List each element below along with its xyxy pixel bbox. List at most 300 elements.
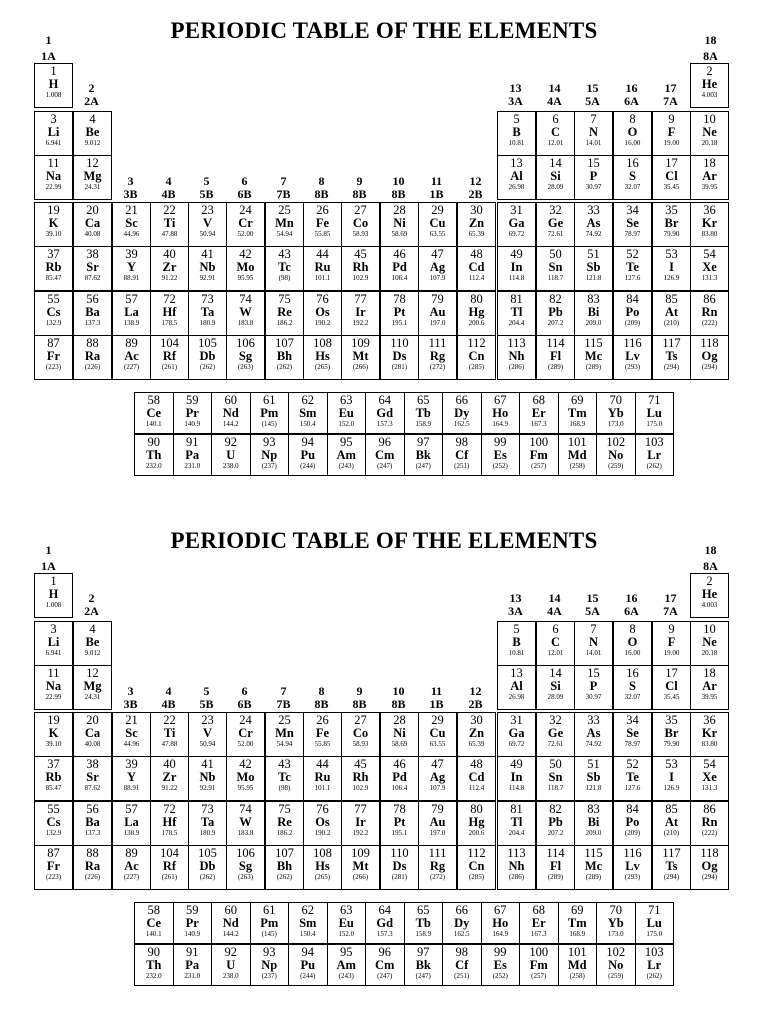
group-header-16: [613, 592, 650, 618]
atomic-mass: (266): [352, 363, 369, 371]
atomic-number: 2: [706, 64, 713, 78]
element-symbol: Pa: [185, 448, 200, 462]
element-symbol: K: [48, 726, 59, 740]
group-header-18: [692, 34, 729, 63]
group-label: 3B: [123, 697, 138, 711]
atomic-number: 7: [590, 112, 597, 126]
atomic-number: 29: [431, 713, 444, 727]
atomic-mass: (281): [391, 363, 408, 371]
atomic-number: 77: [354, 292, 367, 306]
element-cell-tl: [497, 291, 536, 336]
atomic-mass: 6.941: [45, 139, 62, 147]
element-symbol: Pu: [300, 448, 316, 462]
atomic-mass: 65.39: [468, 230, 485, 238]
atomic-mass: (247): [415, 972, 431, 980]
element-symbol: Cm: [375, 958, 395, 972]
element-cell-fr: [34, 335, 73, 380]
atomic-mass: 121.8: [585, 784, 602, 792]
element-symbol: Ar: [702, 169, 717, 183]
element-cell-fe: [303, 712, 342, 757]
atomic-number: 3: [50, 112, 57, 126]
atomic-mass: 72.61: [547, 230, 564, 238]
atomic-mass: 79.90: [663, 230, 680, 238]
atomic-mass: 197.0: [429, 319, 446, 327]
atomic-number: 12: [86, 666, 99, 680]
group-label: 6A: [624, 94, 639, 108]
atomic-number: 18: [703, 156, 716, 170]
group-label: 8B: [352, 187, 367, 201]
atomic-number: 44: [316, 757, 329, 771]
atomic-number: 87: [47, 846, 60, 860]
atomic-mass: 54.94: [276, 230, 293, 238]
element-symbol: Cn: [468, 349, 485, 363]
element-symbol: Mt: [352, 349, 369, 363]
atomic-mass: (257): [531, 972, 547, 980]
element-symbol: Tm: [567, 916, 587, 930]
atomic-number: 65: [417, 903, 430, 917]
element-cell-h: [34, 573, 73, 618]
atomic-number: 45: [354, 757, 367, 771]
atomic-number: 46: [393, 247, 406, 261]
element-symbol: C: [550, 635, 561, 649]
atomic-mass: (285): [468, 363, 485, 371]
atomic-number: 56: [86, 802, 99, 816]
group-label: 2B: [468, 187, 483, 201]
atomic-mass: 32.07: [624, 693, 641, 701]
group-number: 17: [664, 81, 677, 95]
atomic-number: 38: [86, 757, 99, 771]
element-cell-ar: [690, 665, 729, 710]
atomic-mass: 58.93: [352, 230, 369, 238]
element-cell-es: [481, 434, 521, 476]
atomic-number: 38: [86, 247, 99, 261]
element-symbol: Fe: [315, 216, 330, 230]
atomic-number: 66: [455, 903, 468, 917]
atomic-mass: 58.69: [391, 740, 408, 748]
atomic-mass: (266): [352, 873, 369, 881]
atomic-number: 115: [584, 336, 603, 350]
element-symbol: Li: [47, 635, 60, 649]
element-cell-tl: [497, 801, 536, 846]
group-number: 8: [318, 174, 325, 188]
element-symbol: Er: [531, 916, 546, 930]
element-symbol: B: [512, 635, 521, 649]
element-symbol: Sr: [86, 260, 99, 274]
atomic-mass: (145): [261, 420, 277, 428]
element-symbol: La: [124, 815, 139, 829]
group-header-1: [30, 34, 67, 63]
element-symbol: Na: [45, 679, 62, 693]
atomic-number: 48: [470, 247, 483, 261]
atomic-mass: 107.9: [429, 784, 446, 792]
element-cell-p: [574, 155, 613, 200]
atomic-mass: (262): [646, 972, 662, 980]
atomic-mass: 12.01: [547, 649, 564, 657]
element-symbol: Pm: [260, 406, 279, 420]
group-label: 3A: [508, 604, 523, 618]
atomic-number: 63: [340, 903, 353, 917]
element-cell-zn: [457, 712, 496, 757]
group-number: 16: [625, 591, 638, 605]
element-cell-v: [188, 202, 227, 247]
atomic-number: 95: [340, 435, 353, 449]
atomic-number: 67: [494, 393, 507, 407]
group-label: 8A: [703, 49, 718, 63]
element-cell-sn: [536, 246, 575, 291]
element-cell-ba: [73, 801, 112, 846]
element-symbol: Ds: [392, 859, 407, 873]
group-header-11: [418, 685, 455, 711]
atomic-mass: 74.92: [585, 740, 602, 748]
atomic-mass: 65.39: [468, 740, 485, 748]
atomic-number: 94: [301, 435, 314, 449]
element-symbol: Bk: [415, 958, 431, 972]
group-number: 16: [625, 81, 638, 95]
atomic-number: 2: [706, 574, 713, 588]
element-symbol: Pt: [393, 815, 406, 829]
element-cell-ag: [418, 756, 457, 801]
element-cell-rg: [418, 335, 457, 380]
atomic-mass: (222): [701, 319, 718, 327]
group-label: 1A: [41, 49, 56, 63]
element-symbol: Pt: [393, 305, 406, 319]
atomic-number: 51: [587, 247, 600, 261]
element-cell-pr: [173, 902, 213, 944]
element-cell-ru: [303, 756, 342, 801]
atomic-mass: 118.7: [547, 274, 564, 282]
element-cell-ti: [150, 202, 189, 247]
atomic-number: 15: [587, 156, 600, 170]
group-label: 7A: [663, 94, 678, 108]
element-cell-nb: [188, 246, 227, 291]
element-symbol: Ra: [84, 859, 101, 873]
element-cell-gd: [365, 392, 405, 434]
group-header-3: [112, 175, 149, 201]
group-header-11: [418, 175, 455, 201]
atomic-mass: 47.88: [161, 230, 178, 238]
element-symbol: P: [589, 679, 598, 693]
group-header-14: [536, 592, 573, 618]
element-symbol: O: [627, 125, 638, 139]
element-symbol: Te: [626, 260, 639, 274]
element-cell-y: [112, 246, 151, 291]
group-number: 18: [704, 543, 717, 557]
element-cell-c: [536, 111, 575, 156]
element-symbol: Fr: [46, 859, 61, 873]
element-cell-po: [613, 291, 652, 336]
element-cell-ra: [73, 335, 112, 380]
group-number: 6: [241, 684, 248, 698]
element-cell-fm: [519, 434, 559, 476]
atomic-mass: 127.6: [624, 274, 641, 282]
element-cell-kr: [690, 202, 729, 247]
group-number: 3: [127, 174, 134, 188]
atomic-number: 101: [567, 945, 587, 959]
element-cell-in: [497, 246, 536, 291]
element-cell-cr: [226, 712, 265, 757]
atomic-number: 110: [390, 846, 409, 860]
element-symbol: La: [124, 305, 139, 319]
element-cell-mn: [265, 712, 304, 757]
element-symbol: Nh: [508, 349, 525, 363]
element-cell-rb: [34, 246, 73, 291]
element-cell-lu: [635, 392, 675, 434]
atomic-mass: 132.9: [45, 319, 62, 327]
atomic-number: 14: [549, 156, 562, 170]
group-header-4: [150, 685, 187, 711]
atomic-number: 41: [201, 247, 214, 261]
atomic-number: 106: [236, 846, 255, 860]
atomic-mass: (251): [454, 972, 470, 980]
element-symbol: Rg: [429, 349, 446, 363]
element-symbol: Lv: [625, 859, 640, 873]
atomic-number: 24: [239, 203, 252, 217]
element-symbol: Md: [567, 448, 587, 462]
element-cell-kr: [690, 712, 729, 757]
atomic-number: 102: [606, 945, 626, 959]
atomic-number: 92: [224, 945, 237, 959]
atomic-number: 85: [665, 802, 678, 816]
atomic-number: 89: [125, 336, 138, 350]
element-symbol: Ti: [163, 726, 176, 740]
atomic-mass: 88.91: [123, 784, 140, 792]
atomic-number: 115: [584, 846, 603, 860]
atomic-mass: 183.8: [237, 319, 254, 327]
group-label: 1B: [429, 187, 444, 201]
atomic-number: 84: [626, 292, 639, 306]
element-symbol: Db: [199, 859, 216, 873]
atomic-number: 40: [163, 247, 176, 261]
element-cell-k: [34, 202, 73, 247]
atomic-number: 93: [263, 435, 276, 449]
element-cell-hs: [303, 845, 342, 890]
element-symbol: Ar: [702, 679, 717, 693]
element-cell-cm: [365, 944, 405, 986]
page-title: PERIODIC TABLE OF THE ELEMENTS: [170, 528, 598, 553]
atomic-number: 62: [301, 393, 314, 407]
atomic-mass: (294): [701, 363, 718, 371]
atomic-mass: 180.9: [199, 829, 216, 837]
element-symbol: Ts: [665, 859, 678, 873]
atomic-mass: (237): [261, 972, 277, 980]
atomic-number: 41: [201, 757, 214, 771]
atomic-mass: 85.47: [45, 274, 62, 282]
atomic-number: 96: [378, 945, 391, 959]
element-symbol: Er: [531, 406, 546, 420]
element-cell-tc: [265, 756, 304, 801]
element-cell-mg: [73, 665, 112, 710]
element-symbol: Am: [336, 448, 356, 462]
atomic-mass: 55.85: [314, 230, 331, 238]
element-cell-zr: [150, 246, 189, 291]
atomic-mass: 162.5: [453, 930, 470, 938]
atomic-number: 97: [417, 945, 430, 959]
element-symbol: Th: [146, 958, 162, 972]
group-label: 5B: [199, 187, 214, 201]
element-cell-o: [613, 621, 652, 666]
group-label: 8B: [352, 697, 367, 711]
atomic-number: 65: [417, 393, 430, 407]
atomic-number: 86: [703, 802, 716, 816]
atomic-number: 4: [89, 622, 96, 636]
atomic-number: 111: [428, 336, 447, 350]
atomic-mass: (209): [624, 319, 641, 327]
element-cell-hg: [457, 291, 496, 336]
element-cell-pm: [250, 392, 290, 434]
element-cell-y: [112, 756, 151, 801]
element-cell-og: [690, 335, 729, 380]
element-cell-og: [690, 845, 729, 890]
atomic-number: 20: [86, 713, 99, 727]
atomic-number: 80: [470, 292, 483, 306]
atomic-number: 108: [313, 336, 332, 350]
element-cell-sc: [112, 712, 151, 757]
element-cell-nb: [188, 756, 227, 801]
element-symbol: Os: [315, 305, 330, 319]
atomic-mass: 132.9: [45, 829, 62, 837]
element-symbol: B: [512, 125, 521, 139]
atomic-mass: 58.93: [352, 740, 369, 748]
element-symbol: Bi: [587, 305, 600, 319]
element-symbol: Mc: [584, 859, 603, 873]
element-symbol: Cs: [46, 815, 61, 829]
atomic-number: 109: [351, 336, 370, 350]
atomic-mass: 28.09: [547, 693, 564, 701]
atomic-number: 71: [648, 903, 661, 917]
atomic-number: 92: [224, 435, 237, 449]
atomic-number: 48: [470, 757, 483, 771]
element-symbol: Og: [701, 859, 718, 873]
atomic-mass: 118.7: [547, 784, 564, 792]
atomic-number: 98: [455, 945, 468, 959]
element-cell-co: [341, 202, 380, 247]
group-header-18: [692, 544, 729, 573]
element-symbol: Be: [85, 125, 100, 139]
element-symbol: Fl: [549, 859, 562, 873]
group-header-4: [150, 175, 187, 201]
atomic-number: 61: [263, 903, 276, 917]
atomic-number: 8: [629, 622, 636, 636]
element-cell-no: [596, 944, 636, 986]
atomic-number: 112: [467, 846, 486, 860]
group-number: 13: [509, 591, 522, 605]
element-symbol: S: [629, 169, 636, 183]
atomic-number: 70: [609, 903, 622, 917]
element-symbol: Ta: [200, 815, 215, 829]
atomic-mass: 164.9: [492, 930, 509, 938]
element-cell-li: [34, 111, 73, 156]
atomic-mass: 167.3: [530, 930, 547, 938]
element-cell-eu: [327, 392, 367, 434]
element-symbol: Na: [45, 169, 62, 183]
element-symbol: Rb: [45, 260, 62, 274]
element-symbol: Ga: [508, 216, 525, 230]
atomic-mass: (247): [377, 972, 393, 980]
atomic-mass: (285): [468, 873, 485, 881]
atomic-number: 76: [316, 802, 329, 816]
element-cell-lu: [635, 902, 675, 944]
group-header-6: [226, 685, 263, 711]
element-symbol: Ca: [84, 216, 101, 230]
element-symbol: Kr: [701, 216, 718, 230]
element-symbol: Es: [493, 448, 507, 462]
element-symbol: Tb: [415, 406, 431, 420]
element-cell-nd: [211, 392, 251, 434]
element-symbol: Ts: [665, 349, 678, 363]
atomic-number: 57: [125, 802, 138, 816]
atomic-mass: 10.81: [508, 649, 525, 657]
element-symbol: Re: [277, 815, 292, 829]
element-symbol: Y: [126, 260, 137, 274]
atomic-mass: (293): [624, 363, 641, 371]
atomic-number: 39: [125, 247, 138, 261]
atomic-mass: 127.6: [624, 784, 641, 792]
group-header-5: [188, 175, 225, 201]
element-cell-hg: [457, 801, 496, 846]
element-symbol: W: [239, 815, 252, 829]
atomic-number: 29: [431, 203, 444, 217]
atomic-number: 58: [147, 393, 160, 407]
element-symbol: Se: [626, 726, 639, 740]
atomic-mass: 39.10: [45, 230, 62, 238]
element-cell-al: [497, 155, 536, 200]
element-cell-yb: [596, 902, 636, 944]
group-number: 2: [88, 81, 95, 95]
element-cell-te: [613, 246, 652, 291]
group-number: 15: [586, 81, 599, 95]
element-cell-ts: [652, 845, 691, 890]
atomic-number: 17: [665, 666, 678, 680]
atomic-number: 81: [510, 802, 523, 816]
group-header-2: [73, 592, 110, 618]
element-cell-i: [652, 756, 691, 801]
element-cell-re: [265, 291, 304, 336]
element-symbol: Zr: [162, 770, 177, 784]
atomic-mass: 92.91: [199, 274, 216, 282]
group-header-7: [265, 175, 302, 201]
atomic-mass: (265): [314, 363, 331, 371]
element-symbol: Nb: [199, 770, 216, 784]
group-header-12: [457, 175, 494, 201]
element-cell-hf: [150, 291, 189, 336]
element-cell-tm: [558, 902, 598, 944]
atomic-number: 35: [665, 713, 678, 727]
atomic-mass: 85.47: [45, 784, 62, 792]
atomic-number: 43: [278, 757, 291, 771]
atomic-mass: 114.8: [508, 274, 525, 282]
element-cell-pu: [288, 434, 328, 476]
element-cell-cf: [442, 434, 482, 476]
atomic-number: 39: [125, 757, 138, 771]
atomic-number: 15: [587, 666, 600, 680]
group-number: 3: [127, 684, 134, 698]
element-symbol: Rf: [162, 349, 177, 363]
atomic-number: 33: [587, 203, 600, 217]
element-symbol: Mt: [352, 859, 369, 873]
atomic-mass: 6.941: [45, 649, 62, 657]
atomic-mass: 168.9: [569, 420, 586, 428]
element-symbol: Al: [510, 169, 523, 183]
atomic-number: 34: [626, 203, 639, 217]
element-symbol: Ds: [392, 349, 407, 363]
element-symbol: U: [226, 448, 236, 462]
atomic-number: 9: [668, 622, 675, 636]
atomic-mass: 12.01: [547, 139, 564, 147]
element-cell-ga: [497, 712, 536, 757]
group-number: 12: [469, 174, 482, 188]
element-symbol: Zn: [468, 726, 485, 740]
atomic-mass: 10.81: [508, 139, 525, 147]
